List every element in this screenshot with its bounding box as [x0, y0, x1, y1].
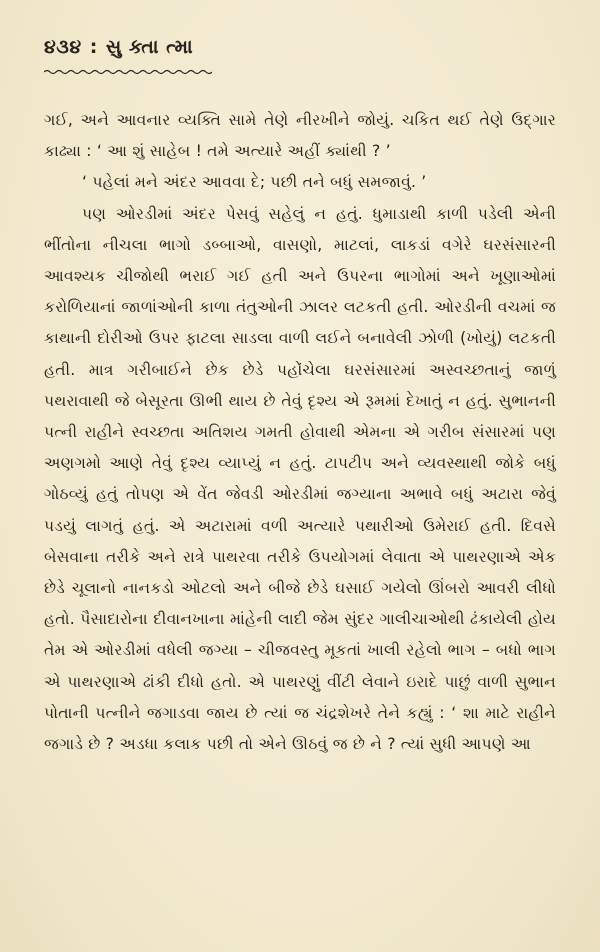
paragraph-opening: ગઈ, અને આવનાર વ્યક્તિ સામે તેણે નીરખીને જોયું. ચકિત થઈ તેણે ઉદ્‌ગાર કાઢ્યા : ‘ આ શું સાહેબ ! તમે અત્યારે અહીં ક્યાંથી ? ’ — [44, 111, 556, 161]
paragraph-main: પણ ઓરડીમાં અંદર પેસવું સહેલું ન હતું. ધુમાડાથી કાળી પડેલી એની ભીંતોના નીચલા ભાગો ડબ્બાઓ, વાસણો, માટલાં, લાકડાં વગેરે ઘરસંસારની આવશ્યક ચીજોથી ભરાઈ ગઈ હતી અને ઉપરના ભાગોમાં અને ખૂણાઓમાં કરોળિયાનાં જાળાંઓની કાળા તંતુઓની ઝાલર લટકતી હતી. ઓરડીની વચમાં જ કાથાની દોરીઓ ઉપર ફાટલા સાડલા વાળી લઈને બનાવેલી ઝોળી (ખોયું) લટકતી હતી. માત્ર ગરીબાઈને છેક છેડે પહોંચેલા ઘરસંસારમાં અસ્વચ્છતાનું જાળું પથરાવાથી જે બેસૂરતા ઊભી થાય છે તેવું દૃશ્ય એ રૂમમાં દેખાતું ન હતું. સુભાનની પત્ની રાહીને સ્વચ્છતા અતિશય ગમતી હોવાથી એમના એ ગરીબ સંસારમાં પણ અણગમો આણે તેવું દૃશ્ય વ્યાપ્યું ન હતું. ટાપટીપ અને વ્યવસ્થાથી જોકે બધું ગોઠવ્યું હતું તોપણ એ વેંત જેવડી ઓરડીમાં જગ્યાના અભાવે બધું અટારા જેવું પડયું લાગતું હતું. એ અટારામાં વળી અત્યારે પથારીઓ ઉમેરાઈ હતી. દિવસે બેસવાના તરીકે અને રાત્રે પાથરવા તરીકે ઉપયોગમાં લેવાતા એ પાથરણાએ એક છેડે ચૂલાનો નાનકડો ઓટલો અને બીજે છેડે ઘસાઈ ગયેલો ઊંબરો આવરી લીધો હતો. પૈસાદારોના દીવાનખાના માંહેની લાદી જેમ સુંદર ગાલીચાઓથી ઢંકાયેલી હોય તેમ એ ઓરડીમાં વધેલી જગ્યા – ચીજવસ્તુ મૂકતાં ખાલી રહેલો ભાગ – બધો ભાગ એ પાથરણાએ ઢાંકી દીધો હતો. એ પાથરણું વીંટી લેવાને ઇરાદે પાછું વાળી સુભાન પોતાની પત્નીને જગાડવા જાય છે ત્યાં જ ચંદ્રશેખરે તેને કહ્યું : ‘ શા માટે રાહીને જગાડે છે ? અડધા કલાક પછી તો એને ઊઠવું જ છે ને ? ત્યાં સુધી આપણે આ — [44, 204, 556, 754]
page-number: ૪૩૪ — [44, 36, 82, 58]
header-wavy-rule — [44, 69, 212, 75]
book-title: સુ ક્તા ત્મા — [105, 36, 194, 58]
body-text — [44, 105, 556, 760]
paragraph-dialogue: ‘ પહેલાં મને અંદર આવવા દે; પછી તને બધું સમજાવું. ’ — [82, 173, 427, 192]
header-separator: : — [89, 36, 98, 58]
running-header — [44, 34, 556, 60]
